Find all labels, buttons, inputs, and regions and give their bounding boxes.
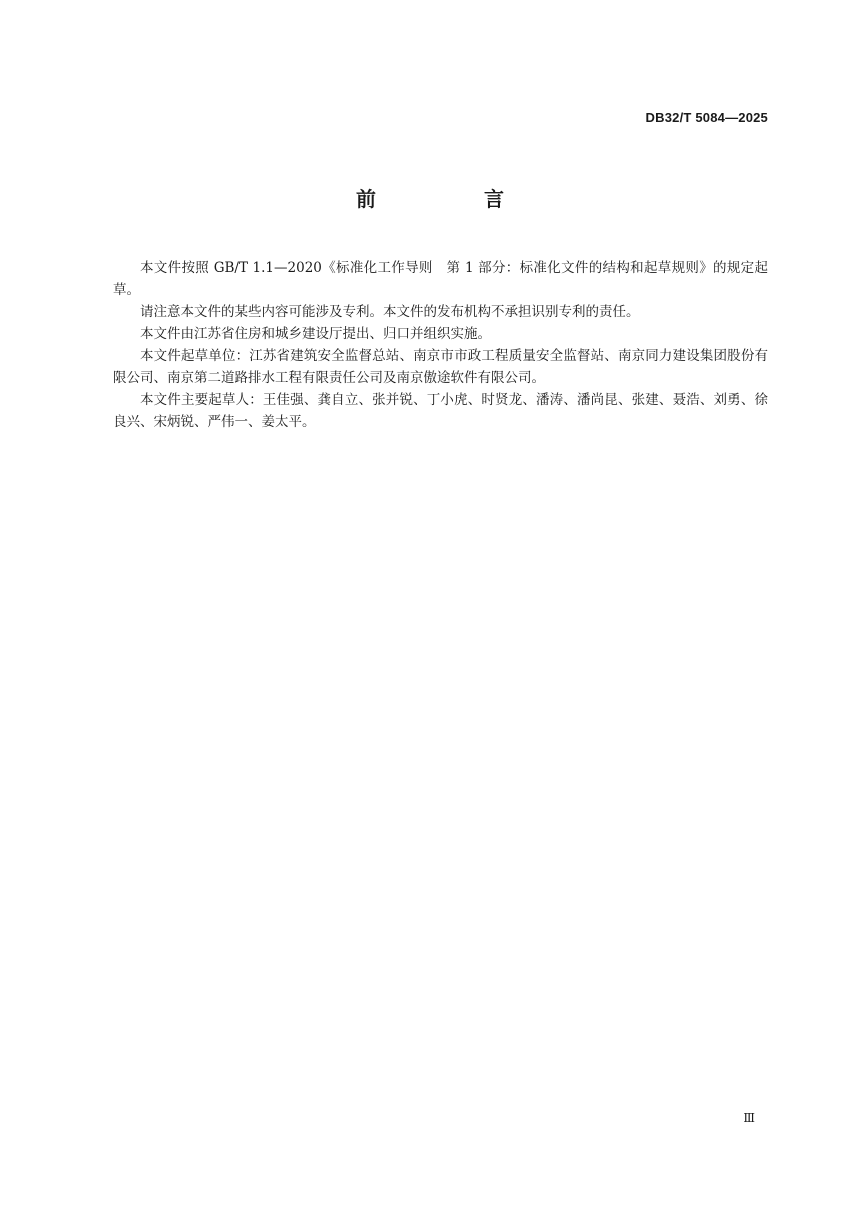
page-number: Ⅲ xyxy=(743,1111,755,1125)
paragraph-drafting-rules: 本文件按照 GB/T 1.1—2020《标准化工作导则 第 1 部分：标准化文件的结构和起草规则》的规定起草。 xyxy=(113,260,768,298)
paragraph-main-drafters: 本文件主要起草人：王佳强、龚自立、张并锐、丁小虎、时贤龙、潘涛、潘尚昆、张建、聂浩、刘勇、徐良兴、宋炳锐、严伟一、姜太平。 xyxy=(113,392,768,430)
foreword-body xyxy=(113,257,768,433)
page-title: 前 言 xyxy=(356,187,548,211)
paragraph-drafting-units: 本文件起草单位：江苏省建筑安全监督总站、南京市市政工程质量安全监督站、南京同力建设集团股份有限公司、南京第二道路排水工程有限责任公司及南京傲途软件有限公司。 xyxy=(113,348,768,386)
paragraph-patent-notice: 请注意本文件的某些内容可能涉及专利。本文件的发布机构不承担识别专利的责任。 xyxy=(140,304,640,320)
paragraph-proposer: 本文件由江苏省住房和城乡建设厅提出、归口并组织实施。 xyxy=(140,326,491,342)
standard-code: DB32/T 5084—2025 xyxy=(645,110,768,125)
